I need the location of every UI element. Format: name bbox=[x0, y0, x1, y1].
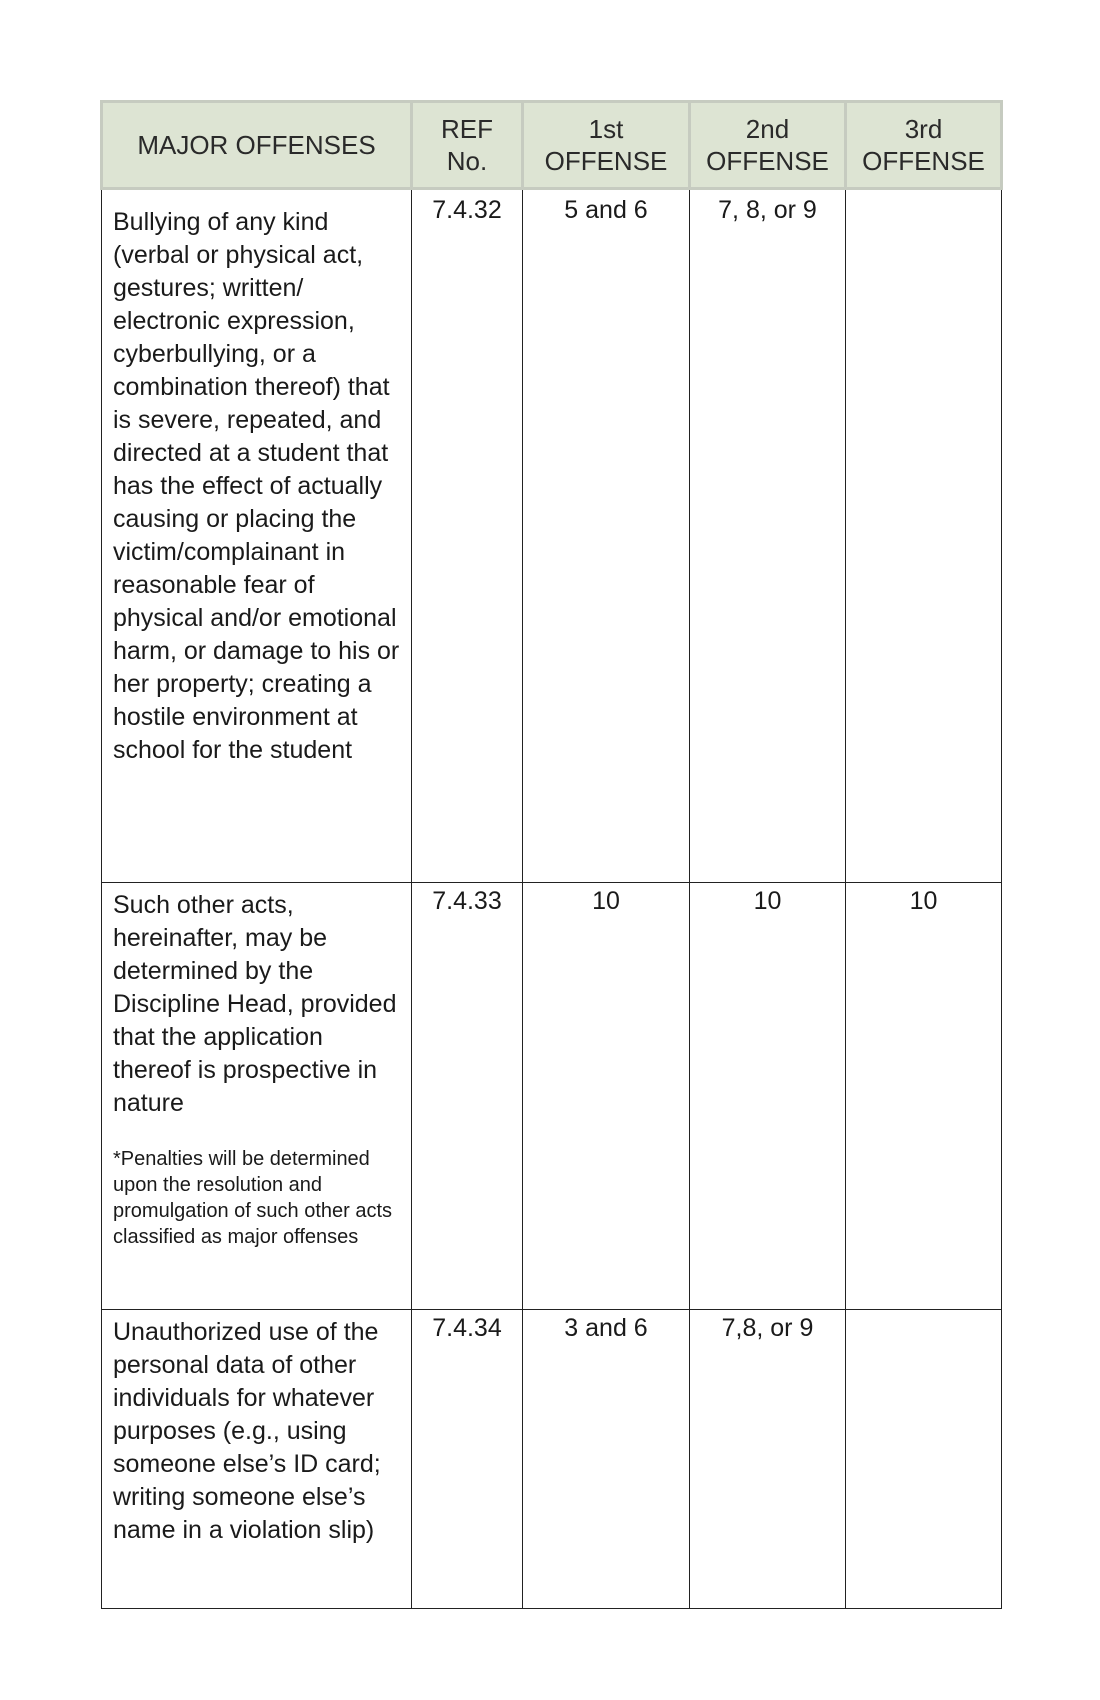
header-third-line1: 3rd bbox=[904, 114, 943, 144]
first-offense-cell: 5 and 6 bbox=[523, 189, 690, 883]
third-offense-cell bbox=[846, 1310, 1002, 1609]
second-offense-cell: 7, 8, or 9 bbox=[690, 189, 846, 883]
header-second-line1: 2nd bbox=[745, 114, 790, 144]
first-offense-cell: 3 and 6 bbox=[523, 1310, 690, 1609]
header-second-line2: OFFENSE bbox=[706, 146, 829, 176]
header-major-offenses bbox=[102, 102, 412, 189]
table-body bbox=[102, 189, 1002, 1609]
offense-description-cell bbox=[102, 189, 412, 883]
third-offense-cell bbox=[846, 189, 1002, 883]
ref-no-cell: 7.4.34 bbox=[412, 1310, 523, 1609]
header-third-offense bbox=[846, 102, 1002, 189]
ref-no-cell: 7.4.33 bbox=[412, 883, 523, 1310]
header-first-line1: 1st bbox=[588, 114, 624, 144]
header-second-offense bbox=[690, 102, 846, 189]
offense-description-cell bbox=[102, 1310, 412, 1609]
third-offense-cell: 10 bbox=[846, 883, 1002, 1310]
header-first-offense bbox=[523, 102, 690, 189]
header-ref-no bbox=[412, 102, 523, 189]
table-row bbox=[102, 189, 1002, 883]
table-row bbox=[102, 883, 1002, 1310]
header-ref-line1: REF bbox=[441, 114, 493, 144]
offense-description: Unauthorized use of the personal data of other individuals for whatever purposes (e.g., using someone else’s ID card; writing someone else’s name in a violation slip) bbox=[113, 1318, 381, 1544]
major-offenses-table bbox=[100, 100, 1003, 1609]
second-offense-cell: 10 bbox=[690, 883, 846, 1310]
second-offense-cell: 7,8, or 9 bbox=[690, 1310, 846, 1609]
header-row bbox=[102, 102, 1002, 189]
header-first-line2: OFFENSE bbox=[544, 146, 668, 176]
table-row bbox=[102, 1310, 1002, 1609]
header-major-offenses-label: MAJOR OFFENSES bbox=[137, 130, 376, 160]
first-offense-cell: 10 bbox=[523, 883, 690, 1310]
header-ref-line2: No. bbox=[446, 146, 488, 176]
offense-description: Bullying of any kind (verbal or physical act, gestures; written/ electronic expression, cyberbullying, or a combination thereof) that is severe, repeated, and directed at a student that has the effect of actually causing or placing the victim/complainant in reasonable fear of physical and/or emotional harm, or damage to his or her property; creating a hostile environment at school for the student bbox=[113, 208, 400, 764]
ref-no-cell: 7.4.32 bbox=[412, 189, 523, 883]
table-header bbox=[102, 102, 1002, 189]
offense-description-cell bbox=[102, 883, 412, 1310]
offense-description: Such other acts, hereinafter, may be determined by the Discipline Head, provided that the application thereof is prospective in nature bbox=[113, 891, 397, 1117]
penalty-note: *Penalties will be determined upon the resolution and promulgation of such other acts classified as major offenses bbox=[113, 1148, 393, 1248]
header-third-line2: OFFENSE bbox=[862, 146, 985, 176]
